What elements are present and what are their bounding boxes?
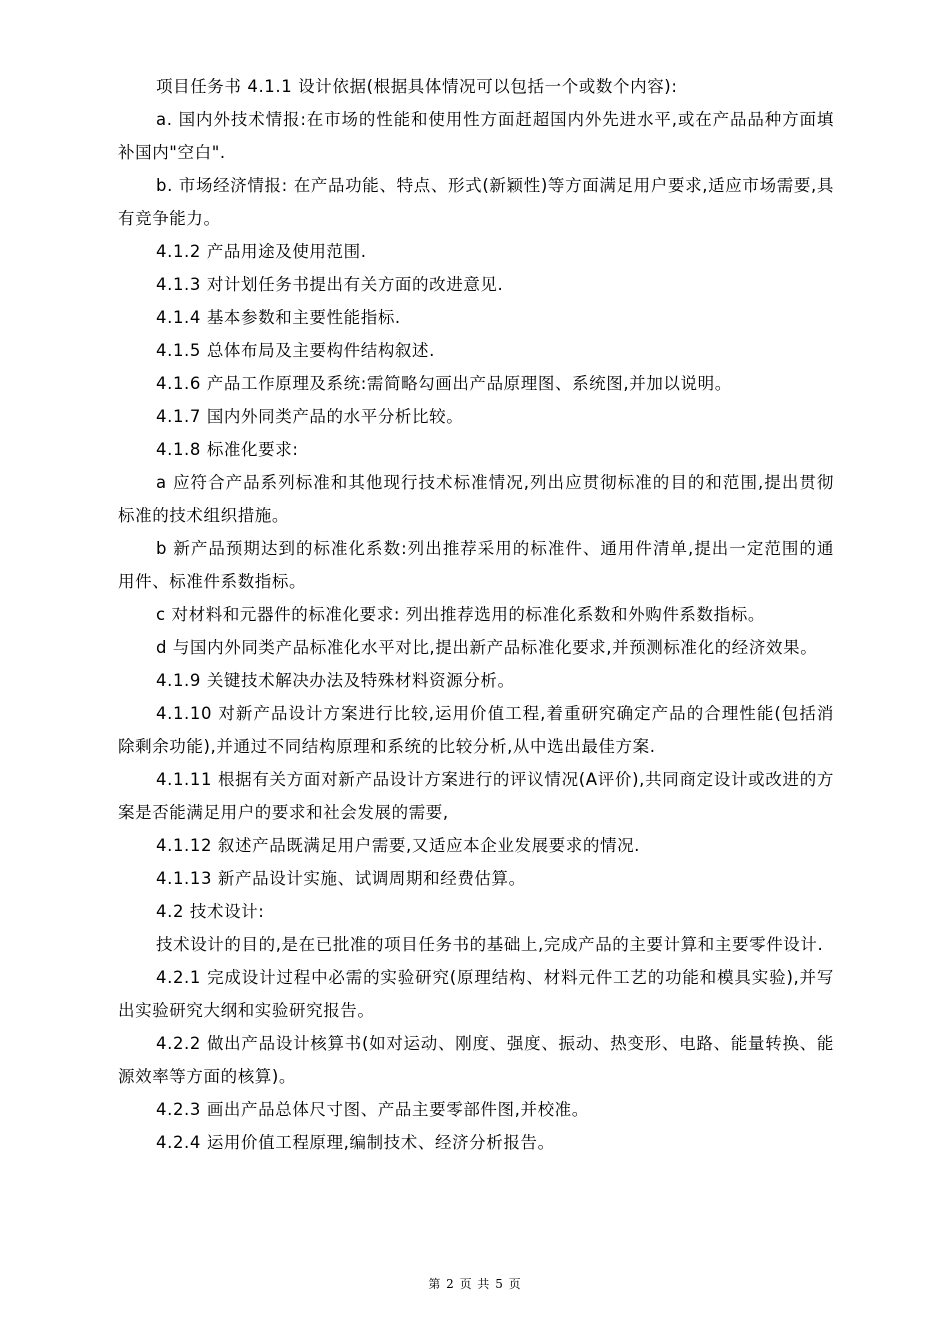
body-paragraph: 4.1.10 对新产品设计方案进行比较,运用价值工程,着重研究确定产品的合理性能(包括消除剩余功能),并通过不同结构原理和系统的比较分析,从中选出最佳方案.	[118, 704, 834, 756]
body-paragraph: 4.2 技术设计:	[156, 902, 265, 921]
body-paragraph: 4.1.9 关键技术解决办法及特殊材料资源分析。	[156, 671, 515, 690]
body-paragraph: 4.1.12 叙述产品既满足用户需要,又适应本企业发展要求的情况.	[156, 836, 641, 855]
body-paragraph: a 应符合产品系列标准和其他现行技术标准情况,列出应贯彻标准的目的和范围,提出贯彻标准的技术组织措施。	[118, 473, 834, 525]
body-paragraph: 4.1.4 基本参数和主要性能指标.	[156, 308, 401, 327]
page-footer: 第 2 页 共 5 页	[428, 1277, 522, 1291]
body-paragraph: d 与国内外同类产品标准化水平对比,提出新产品标准化要求,并预测标准化的经济效果。	[156, 638, 818, 657]
body-paragraph: 4.1.11 根据有关方面对新产品设计方案进行的评议情况(A评价),共同商定设计或改进的方案是否能满足用户的要求和社会发展的需要,	[118, 770, 834, 822]
body-paragraph: 4.2.4 运用价值工程原理,编制技术、经济分析报告。	[156, 1133, 555, 1152]
document-body	[118, 70, 834, 1159]
body-paragraph: 4.2.2 做出产品设计核算书(如对运动、刚度、强度、振动、热变形、电路、能量转换、能源效率等方面的核算)。	[118, 1034, 834, 1086]
body-paragraph: 4.2.3 画出产品总体尺寸图、产品主要零部件图,并校准。	[156, 1100, 589, 1119]
body-paragraph: c 对材料和元器件的标准化要求: 列出推荐选用的标准化系数和外购件系数指标。	[156, 605, 765, 624]
body-paragraph: b. 市场经济情报: 在产品功能、特点、形式(新颖性)等方面满足用户要求,适应市场需要,具有竞争能力。	[118, 176, 834, 228]
body-paragraph: 4.1.2 产品用途及使用范围.	[156, 242, 367, 261]
body-paragraph: b 新产品预期达到的标准化系数:列出推荐采用的标准件、通用件清单,提出一定范围的通用件、标准件系数指标。	[118, 539, 834, 591]
body-paragraph: 4.1.5 总体布局及主要构件结构叙述.	[156, 341, 435, 360]
body-paragraph: 4.1.8 标准化要求:	[156, 440, 299, 459]
body-paragraph: 技术设计的目的,是在已批准的项目任务书的基础上,完成产品的主要计算和主要零件设计.	[156, 935, 824, 954]
body-paragraph: 4.1.7 国内外同类产品的水平分析比较。	[156, 407, 464, 426]
body-paragraph: 4.1.6 产品工作原理及系统:需简略勾画出产品原理图、系统图,并加以说明。	[156, 374, 732, 393]
body-paragraph: 4.1.13 新产品设计实施、试调周期和经费估算。	[156, 869, 526, 888]
body-paragraph: a. 国内外技术情报:在市场的性能和使用性方面赶超国内外先进水平,或在产品品种方面填补国内"空白".	[118, 110, 834, 162]
body-paragraph: 4.2.1 完成设计过程中必需的实验研究(原理结构、材料元件工艺的功能和模具实验),并写出实验研究大纲和实验研究报告。	[118, 968, 834, 1020]
body-paragraph: 项目任务书 4.1.1 设计依据(根据具体情况可以包括一个或数个内容):	[156, 77, 678, 96]
body-paragraph: 4.1.3 对计划任务书提出有关方面的改进意见.	[156, 275, 504, 294]
